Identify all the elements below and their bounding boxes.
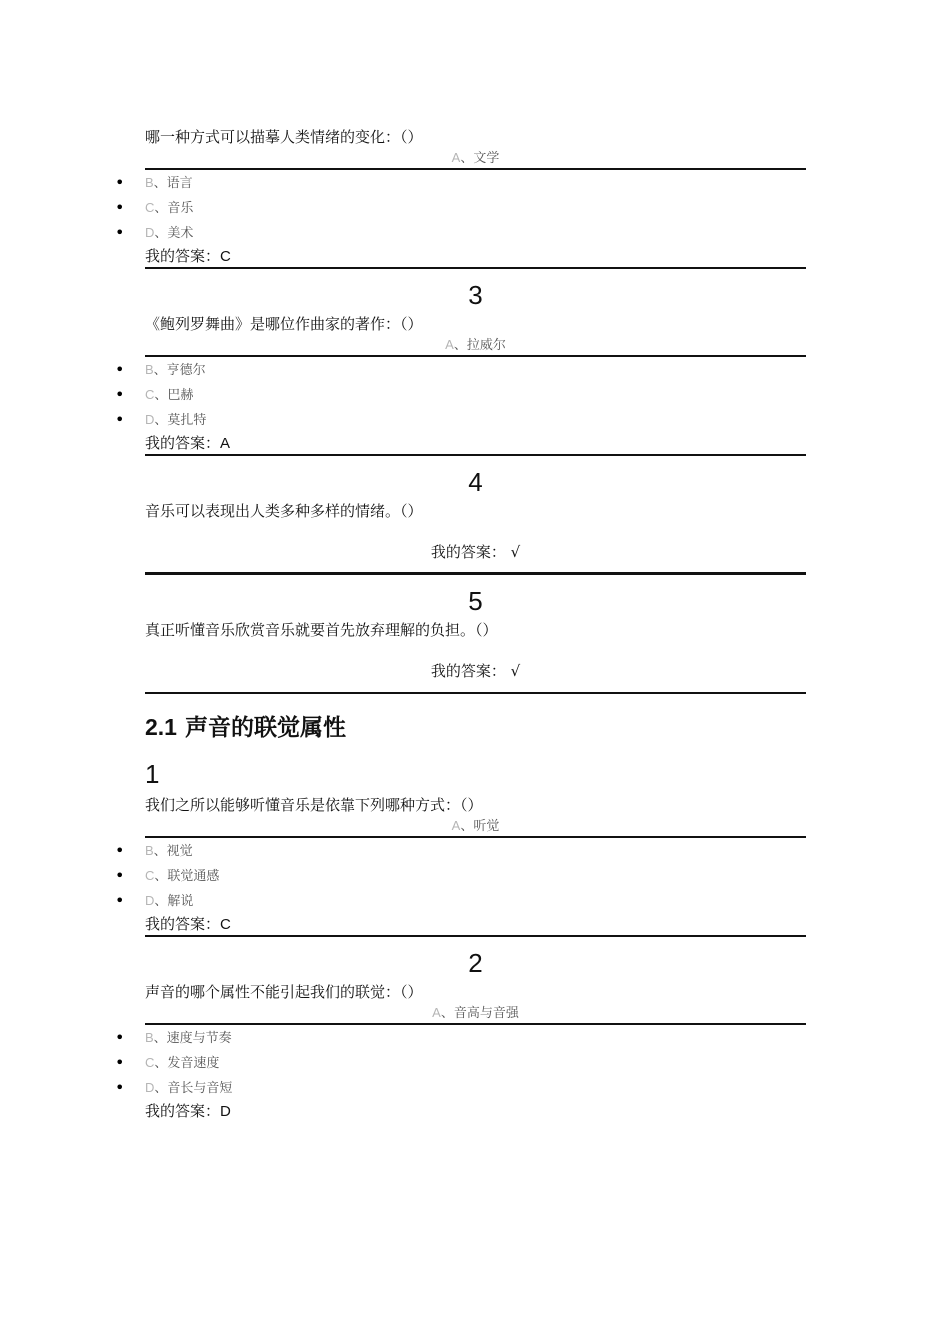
question-text: 声音的哪个属性不能引起我们的联觉：（）	[145, 983, 423, 1001]
option-letter: B	[145, 175, 154, 190]
bullet-icon: •	[115, 841, 125, 860]
question-number: 1	[145, 759, 160, 789]
option-text: 、音高与音强	[440, 1006, 519, 1021]
option-text: 、听觉	[460, 819, 500, 834]
option-a	[145, 148, 806, 170]
answer-label: 我的答案：	[145, 915, 221, 933]
bullet-icon: •	[115, 1078, 125, 1097]
option-list	[115, 357, 806, 432]
bullet-icon: •	[115, 1028, 125, 1047]
option-a	[145, 1003, 806, 1025]
answer-label: 我的答案：	[430, 662, 506, 680]
option-letter: A	[432, 1005, 441, 1020]
answer-value: A	[220, 435, 231, 452]
option-c	[115, 863, 806, 888]
option-letter: D	[145, 225, 155, 240]
my-answer	[145, 913, 806, 937]
option-list	[115, 838, 806, 913]
option-a	[145, 816, 806, 838]
question-number: 2	[468, 948, 483, 978]
bullet-icon: •	[115, 385, 125, 404]
option-d	[115, 1075, 806, 1100]
option-b	[115, 838, 806, 863]
bullet-icon: •	[115, 360, 125, 379]
divider	[145, 683, 806, 694]
option-text: 、音长与音短	[154, 1081, 233, 1096]
answer-value: √	[510, 543, 521, 561]
question-number: 4	[468, 467, 483, 497]
option-letter: C	[145, 200, 155, 215]
option-letter: B	[145, 362, 154, 377]
answer-label: 我的答案：	[145, 247, 221, 265]
option-b	[115, 357, 806, 382]
option-letter: B	[145, 1030, 154, 1045]
option-letter: C	[145, 1055, 155, 1070]
bullet-icon: •	[115, 410, 125, 429]
option-letter: D	[145, 412, 155, 427]
option-letter: A	[451, 818, 461, 833]
option-d	[115, 407, 806, 432]
option-letter: A	[445, 337, 454, 352]
my-answer	[145, 432, 806, 456]
my-answer	[145, 1100, 806, 1122]
section-heading	[145, 710, 806, 744]
option-b	[115, 170, 806, 195]
question-text: 我们之所以能够听懂音乐是依靠下列哪种方式：（）	[145, 796, 483, 814]
option-text: 、发音速度	[154, 1056, 220, 1071]
option-c	[115, 382, 806, 407]
answer-value: √	[510, 662, 521, 680]
option-letter: A	[451, 150, 461, 165]
answer-value: D	[220, 1103, 231, 1120]
answer-label: 我的答案：	[430, 543, 506, 561]
document-body	[115, 126, 806, 1122]
option-d	[115, 220, 806, 245]
option-c	[115, 195, 806, 220]
question-number: 3	[468, 280, 483, 310]
option-d	[115, 888, 806, 913]
question-text: 哪一种方式可以描摹人类情绪的变化：（）	[145, 128, 423, 146]
my-answer	[145, 659, 806, 683]
option-c	[115, 1050, 806, 1075]
option-b	[115, 1025, 806, 1050]
bullet-icon: •	[115, 198, 125, 217]
question-text: 音乐可以表现出人类多种多样的情绪。（）	[145, 502, 423, 520]
option-letter: D	[145, 1080, 155, 1095]
option-letter: C	[145, 387, 155, 402]
option-text: 、速度与节奏	[153, 1031, 232, 1046]
bullet-icon: •	[115, 891, 125, 910]
option-text: 、莫扎特	[154, 413, 207, 428]
question-text: 《鲍列罗舞曲》是哪位作曲家的著作：（）	[145, 315, 423, 333]
bullet-icon: •	[115, 223, 125, 242]
bullet-icon: •	[115, 866, 125, 885]
section-title: 声音的联觉属性	[185, 714, 346, 741]
option-text: 、巴赫	[154, 388, 194, 403]
answer-label: 我的答案：	[145, 1102, 221, 1120]
option-text: 、解说	[154, 894, 194, 909]
my-answer	[145, 245, 806, 269]
question-text: 真正听懂音乐欣赏音乐就要首先放弃理解的负担。（）	[145, 621, 498, 639]
option-letter: B	[145, 843, 154, 858]
option-text: 、拉威尔	[453, 338, 506, 353]
bullet-icon: •	[115, 173, 125, 192]
option-letter: D	[145, 893, 155, 908]
option-list	[115, 170, 806, 245]
option-text: 、亨德尔	[153, 363, 206, 378]
section-number: 2.1	[145, 714, 177, 740]
option-letter: C	[145, 868, 155, 883]
divider	[145, 564, 806, 575]
option-text: 、联觉通感	[154, 869, 220, 884]
option-text: 、音乐	[154, 201, 194, 216]
option-text: 、语言	[153, 176, 193, 191]
bullet-icon: •	[115, 1053, 125, 1072]
option-list	[115, 1025, 806, 1100]
option-a	[145, 335, 806, 357]
option-text: 、文学	[460, 151, 500, 166]
answer-value: C	[220, 916, 231, 933]
option-text: 、视觉	[153, 844, 193, 859]
option-text: 、美术	[154, 226, 194, 241]
answer-value: C	[220, 248, 231, 265]
question-number: 5	[468, 586, 483, 616]
my-answer	[145, 540, 806, 564]
answer-label: 我的答案：	[145, 434, 221, 452]
